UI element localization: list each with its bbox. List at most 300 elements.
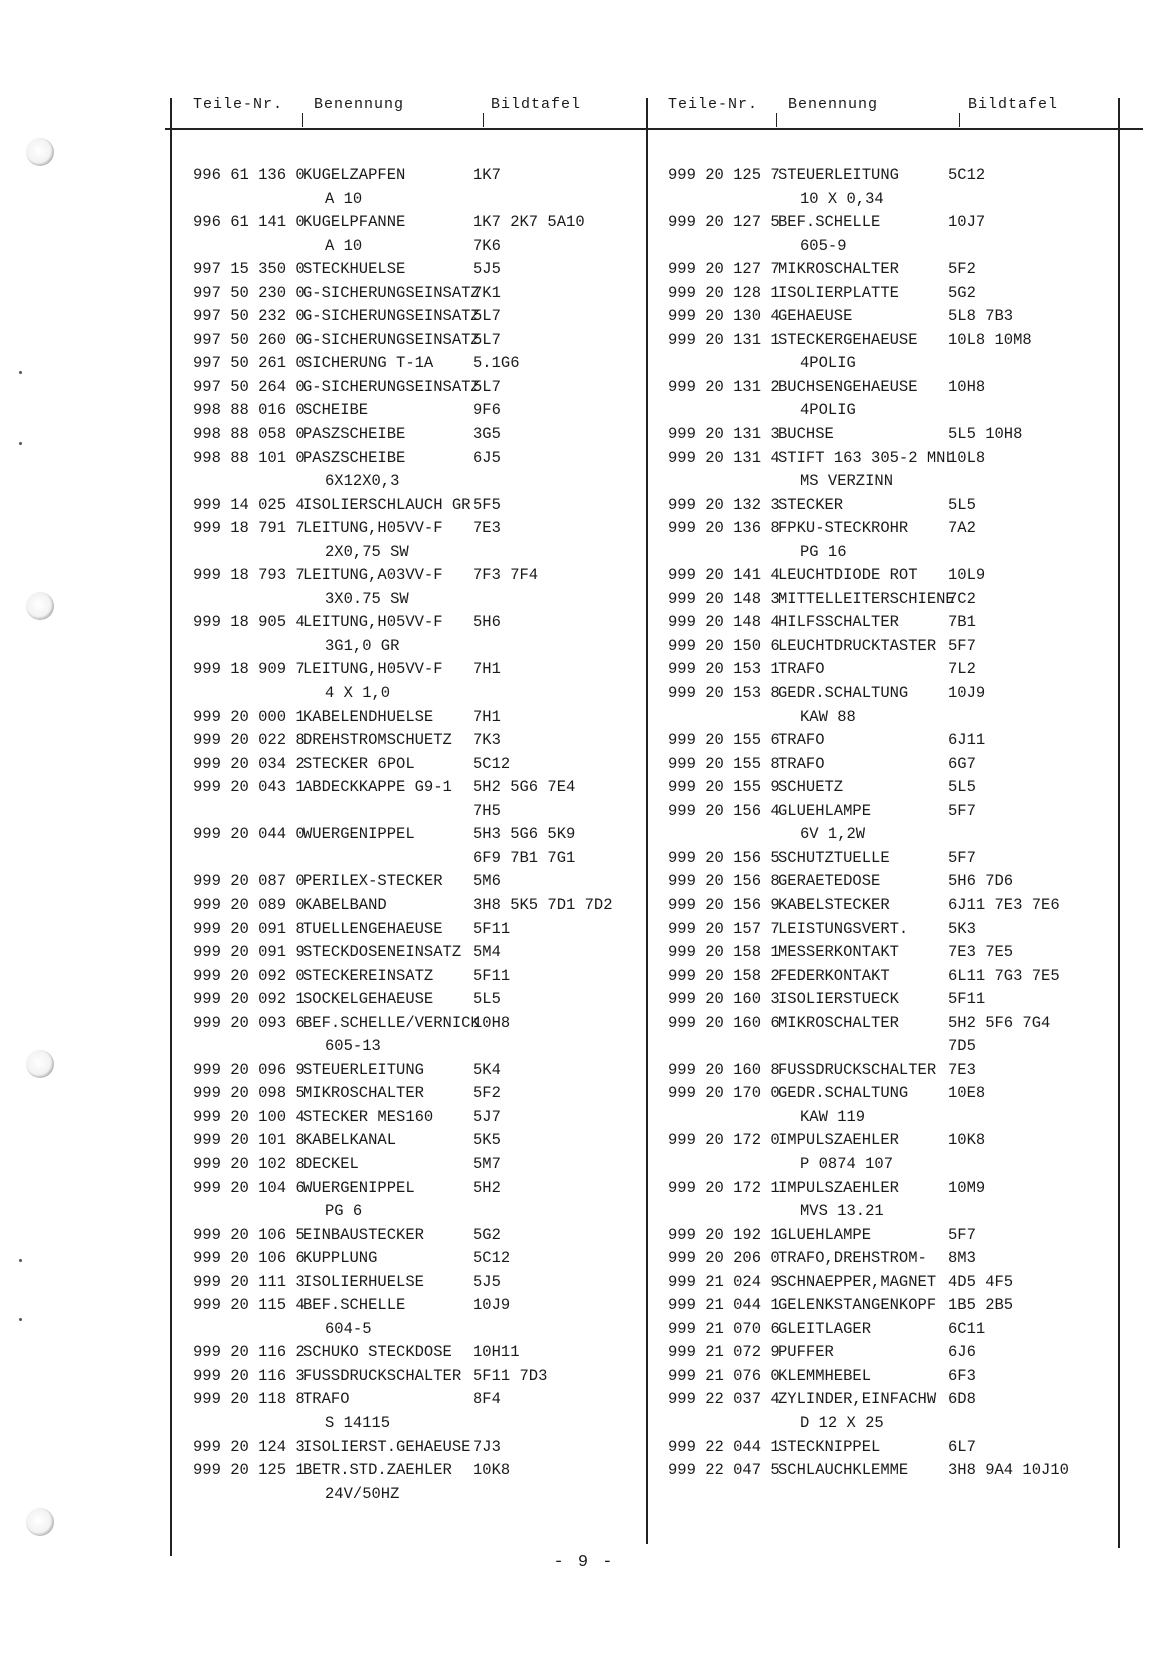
parts-row bbox=[193, 776, 633, 800]
part-number: 999 20 160 3 bbox=[668, 990, 780, 1009]
plate-reference: 7C2 bbox=[948, 589, 976, 608]
part-name: SOCKELGEHAEUSE bbox=[303, 990, 434, 1009]
part-number: 996 61 136 0 bbox=[193, 166, 305, 184]
plate-reference: 7K6 bbox=[473, 236, 501, 255]
parts-row bbox=[668, 1224, 1108, 1248]
plate-reference: 7E3 7E5 bbox=[948, 943, 1014, 962]
parts-row bbox=[193, 847, 633, 871]
part-number: 999 20 034 2 bbox=[193, 754, 305, 773]
part-name: 2X0,75 SW bbox=[325, 542, 409, 561]
parts-row bbox=[668, 918, 1108, 942]
parts-row bbox=[668, 188, 1108, 212]
part-name: ISOLIERSTUECK bbox=[778, 990, 899, 1009]
plate-reference: 5L5 10H8 bbox=[948, 425, 1023, 444]
parts-row bbox=[668, 588, 1108, 612]
parts-row bbox=[193, 823, 633, 847]
parts-row bbox=[193, 258, 633, 282]
plate-reference: 7H1 bbox=[473, 660, 501, 679]
part-number: 999 20 153 1 bbox=[668, 660, 780, 679]
parts-row bbox=[668, 1177, 1108, 1201]
header-benennung-right: Benennung bbox=[788, 96, 879, 113]
plate-reference: 5F7 bbox=[948, 848, 976, 867]
part-number: 999 21 072 9 bbox=[668, 1343, 780, 1362]
parts-row bbox=[193, 611, 633, 635]
parts-row bbox=[193, 1459, 633, 1483]
part-name: SCHUETZ bbox=[778, 778, 844, 797]
parts-row bbox=[668, 706, 1108, 730]
part-number: 999 20 125 7 bbox=[668, 166, 780, 184]
parts-row bbox=[193, 1247, 633, 1271]
parts-row bbox=[668, 1271, 1108, 1295]
page-number: - 9 - bbox=[553, 1553, 615, 1572]
part-number: 997 50 264 0 bbox=[193, 377, 305, 396]
parts-row bbox=[193, 635, 633, 659]
part-name: DREHSTROMSCHUETZ bbox=[303, 731, 452, 750]
plate-reference: 5M4 bbox=[473, 943, 501, 962]
part-name: GLUEHLAMPE bbox=[778, 801, 872, 820]
plate-reference: 10L8 10M8 bbox=[948, 330, 1032, 349]
plate-reference: 5J5 bbox=[473, 260, 501, 279]
parts-row bbox=[193, 894, 633, 918]
plate-reference: 7B1 bbox=[948, 613, 976, 632]
parts-row bbox=[668, 729, 1108, 753]
parts-row bbox=[668, 470, 1108, 494]
part-name: GEHAEUSE bbox=[778, 307, 853, 326]
header-tick bbox=[483, 113, 484, 127]
part-number: 999 20 131 2 bbox=[668, 377, 780, 396]
plate-reference: 6F9 7B1 7G1 bbox=[473, 848, 576, 867]
part-number: 999 20 111 3 bbox=[193, 1272, 305, 1291]
parts-row bbox=[193, 965, 633, 989]
plate-reference: 5F7 bbox=[948, 636, 976, 655]
parts-row bbox=[668, 352, 1108, 376]
part-name: STECKER MES160 bbox=[303, 1107, 434, 1126]
part-number: 999 20 000 1 bbox=[193, 707, 305, 726]
plate-reference: 7E3 bbox=[948, 1060, 976, 1079]
parts-row bbox=[193, 753, 633, 777]
plate-reference: 8M3 bbox=[948, 1249, 976, 1268]
part-name: GLEITLAGER bbox=[778, 1319, 872, 1338]
part-name: WUERGENIPPEL bbox=[303, 825, 415, 844]
parts-row bbox=[668, 399, 1108, 423]
plate-reference: 7K1 bbox=[473, 283, 501, 302]
parts-row bbox=[193, 1318, 633, 1342]
plate-reference: 5L7 bbox=[473, 307, 501, 326]
scan-speck bbox=[19, 1318, 22, 1321]
part-number: 999 22 037 4 bbox=[668, 1390, 780, 1409]
part-name: TRAFO bbox=[778, 660, 825, 679]
part-number: 999 20 106 5 bbox=[193, 1225, 305, 1244]
parts-row bbox=[668, 1200, 1108, 1224]
parts-row bbox=[668, 682, 1108, 706]
header-bildtafel-right: Bildtafel bbox=[968, 96, 1059, 113]
part-name: STEUERLEITUNG bbox=[778, 166, 899, 184]
part-number: 997 50 260 0 bbox=[193, 330, 305, 349]
parts-row bbox=[668, 376, 1108, 400]
part-number: 999 20 116 2 bbox=[193, 1343, 305, 1362]
part-number: 996 61 141 0 bbox=[193, 213, 305, 232]
plate-reference: 7H5 bbox=[473, 801, 501, 820]
parts-row bbox=[193, 1365, 633, 1389]
plate-reference: 7K3 bbox=[473, 731, 501, 750]
part-name: SCHLAUCHKLEMME bbox=[778, 1461, 909, 1480]
part-name: 4 X 1,0 bbox=[325, 684, 391, 703]
part-number: 999 21 070 6 bbox=[668, 1319, 780, 1338]
plate-reference: 5F7 bbox=[948, 801, 976, 820]
punch-hole bbox=[26, 1050, 54, 1078]
parts-row bbox=[193, 800, 633, 824]
plate-reference: 7H1 bbox=[473, 707, 501, 726]
parts-row bbox=[668, 329, 1108, 353]
part-number: 999 20 093 6 bbox=[193, 1013, 305, 1032]
header-tick bbox=[776, 113, 777, 127]
part-name: SCHUKO STECKDOSE bbox=[303, 1343, 452, 1362]
part-name: 4POLIG bbox=[800, 401, 856, 420]
part-number: 999 18 791 7 bbox=[193, 519, 305, 538]
header-benennung-left: Benennung bbox=[314, 96, 405, 113]
part-name: STIFT 163 305-2 MNL bbox=[778, 448, 955, 467]
parts-row bbox=[668, 1059, 1108, 1083]
parts-row bbox=[668, 1082, 1108, 1106]
part-number: 999 20 156 4 bbox=[668, 801, 780, 820]
parts-row bbox=[668, 1436, 1108, 1460]
part-number: 999 20 101 8 bbox=[193, 1131, 305, 1150]
part-number: 999 20 096 9 bbox=[193, 1060, 305, 1079]
parts-row bbox=[668, 941, 1108, 965]
part-name: 6V 1,2W bbox=[800, 825, 866, 844]
parts-row bbox=[668, 1035, 1108, 1059]
part-name: SCHUTZTUELLE bbox=[778, 848, 890, 867]
plate-reference: 5H2 bbox=[473, 1178, 501, 1197]
plate-reference: 5J5 bbox=[473, 1272, 501, 1291]
part-name: KAW 88 bbox=[800, 707, 856, 726]
plate-reference: 10L9 bbox=[948, 566, 986, 585]
part-name: STECKDOSENEINSATZ bbox=[303, 943, 462, 962]
part-name: LEUCHTDIODE ROT bbox=[778, 566, 918, 585]
part-name: STECKNIPPEL bbox=[778, 1437, 881, 1456]
part-number: 999 18 905 4 bbox=[193, 613, 305, 632]
part-name: BUCHSENGEHAEUSE bbox=[778, 377, 918, 396]
part-name: PERILEX-STECKER bbox=[303, 872, 443, 891]
parts-row bbox=[668, 541, 1108, 565]
plate-reference: 5J7 bbox=[473, 1107, 501, 1126]
part-number: 999 20 131 1 bbox=[668, 330, 780, 349]
parts-row bbox=[668, 1318, 1108, 1342]
parts-row bbox=[193, 517, 633, 541]
parts-row bbox=[193, 1294, 633, 1318]
part-name: PUFFER bbox=[778, 1343, 834, 1362]
part-number: 999 20 160 8 bbox=[668, 1060, 780, 1079]
plate-reference: 7J3 bbox=[473, 1437, 501, 1456]
parts-row bbox=[193, 282, 633, 306]
part-number: 999 20 156 5 bbox=[668, 848, 780, 867]
parts-row bbox=[668, 282, 1108, 306]
part-number: 999 20 155 9 bbox=[668, 778, 780, 797]
part-name: STECKER bbox=[778, 495, 844, 514]
part-name: DECKEL bbox=[303, 1154, 359, 1173]
part-name: ISOLIERPLATTE bbox=[778, 283, 899, 302]
part-number: 999 20 104 6 bbox=[193, 1178, 305, 1197]
part-number: 999 20 092 1 bbox=[193, 990, 305, 1009]
part-name: MIKROSCHALTER bbox=[778, 260, 899, 279]
parts-row bbox=[668, 423, 1108, 447]
part-number: 999 20 170 0 bbox=[668, 1084, 780, 1103]
part-number: 999 20 128 1 bbox=[668, 283, 780, 302]
part-name: MS VERZINN bbox=[800, 472, 894, 491]
part-number: 999 20 124 3 bbox=[193, 1437, 305, 1456]
part-number: 999 20 136 8 bbox=[668, 519, 780, 538]
part-number: 999 20 131 3 bbox=[668, 425, 780, 444]
part-name: 4POLIG bbox=[800, 354, 856, 373]
part-number: 999 21 076 0 bbox=[668, 1366, 780, 1385]
parts-row bbox=[668, 988, 1108, 1012]
part-name: PASZSCHEIBE bbox=[303, 448, 406, 467]
part-name: MIKROSCHALTER bbox=[778, 1013, 899, 1032]
part-name: HILFSSCHALTER bbox=[778, 613, 899, 632]
part-number: 999 20 044 0 bbox=[193, 825, 305, 844]
parts-row bbox=[193, 918, 633, 942]
plate-reference: 10J9 bbox=[473, 1296, 511, 1315]
part-name: G-SICHERUNGSEINSATZ bbox=[303, 330, 480, 349]
plate-reference: 5F11 bbox=[948, 990, 986, 1009]
part-number: 999 21 024 9 bbox=[668, 1272, 780, 1291]
parts-row bbox=[668, 635, 1108, 659]
part-name: PG 6 bbox=[325, 1202, 363, 1221]
parts-row bbox=[193, 1059, 633, 1083]
parts-row bbox=[668, 800, 1108, 824]
part-number: 999 20 157 7 bbox=[668, 919, 780, 938]
parts-row bbox=[193, 1341, 633, 1365]
plate-reference: 7F3 7F4 bbox=[473, 566, 539, 585]
part-number: 999 20 130 4 bbox=[668, 307, 780, 326]
part-number: 998 88 016 0 bbox=[193, 401, 305, 420]
part-number: 999 20 150 6 bbox=[668, 636, 780, 655]
part-name: STECKEREINSATZ bbox=[303, 966, 434, 985]
part-name: WUERGENIPPEL bbox=[303, 1178, 415, 1197]
part-name: KAW 119 bbox=[800, 1107, 866, 1126]
part-name: GELENKSTANGENKOPF bbox=[778, 1296, 937, 1315]
plate-reference: 5H6 bbox=[473, 613, 501, 632]
part-name: FPKU-STECKROHR bbox=[778, 519, 909, 538]
plate-reference: 5.1G6 bbox=[473, 354, 520, 373]
parts-row bbox=[668, 1365, 1108, 1389]
part-number: 999 20 156 8 bbox=[668, 872, 780, 891]
parts-row bbox=[193, 1412, 633, 1436]
header-tick bbox=[959, 113, 960, 127]
part-name: LEITUNG,H05VV-F bbox=[303, 519, 443, 538]
parts-row bbox=[193, 399, 633, 423]
part-name: STEUERLEITUNG bbox=[303, 1060, 424, 1079]
parts-row bbox=[193, 988, 633, 1012]
part-number: 999 20 115 4 bbox=[193, 1296, 305, 1315]
plate-reference: 10L8 bbox=[948, 448, 986, 467]
parts-row bbox=[193, 1200, 633, 1224]
parts-list-left bbox=[193, 164, 633, 1506]
part-name: BEF.SCHELLE bbox=[778, 213, 881, 232]
plate-reference: 6J6 bbox=[948, 1343, 976, 1362]
part-name: S 14115 bbox=[325, 1413, 391, 1432]
plate-reference: 10H8 bbox=[948, 377, 986, 396]
plate-reference: 3H8 9A4 10J10 bbox=[948, 1461, 1069, 1480]
parts-row bbox=[193, 1106, 633, 1130]
parts-row bbox=[668, 753, 1108, 777]
plate-reference: 10H11 bbox=[473, 1343, 520, 1362]
part-name: ZYLINDER,EINFACHW bbox=[778, 1390, 937, 1409]
plate-reference: 5F11 bbox=[473, 919, 511, 938]
part-name: KUGELPFANNE bbox=[303, 213, 406, 232]
part-name: SCHNAEPPER,MAGNET bbox=[778, 1272, 937, 1291]
plate-reference: 10J9 bbox=[948, 684, 986, 703]
part-name: KUPPLUNG bbox=[303, 1249, 378, 1268]
part-name: FEDERKONTAKT bbox=[778, 966, 890, 985]
part-number: 999 20 022 8 bbox=[193, 731, 305, 750]
parts-row bbox=[193, 164, 633, 188]
part-number: 999 20 102 8 bbox=[193, 1154, 305, 1173]
part-name: PASZSCHEIBE bbox=[303, 425, 406, 444]
part-name: KABELBAND bbox=[303, 895, 387, 914]
part-name: LEITUNG,H05VV-F bbox=[303, 613, 443, 632]
parts-row bbox=[668, 1294, 1108, 1318]
parts-row bbox=[193, 188, 633, 212]
plate-reference: 8F4 bbox=[473, 1390, 501, 1409]
parts-row bbox=[668, 305, 1108, 329]
plate-reference: 5L5 bbox=[948, 495, 976, 514]
part-number: 999 22 044 1 bbox=[668, 1437, 780, 1456]
plate-reference: 5F11 bbox=[473, 966, 511, 985]
parts-row bbox=[668, 1459, 1108, 1483]
plate-reference: 10J7 bbox=[948, 213, 986, 232]
parts-row bbox=[668, 517, 1108, 541]
parts-row bbox=[193, 1483, 633, 1507]
part-number: 999 20 132 3 bbox=[668, 495, 780, 514]
plate-reference: 6J5 bbox=[473, 448, 501, 467]
scan-speck bbox=[19, 1259, 22, 1262]
parts-row bbox=[193, 706, 633, 730]
parts-row bbox=[193, 1388, 633, 1412]
plate-reference: 10E8 bbox=[948, 1084, 986, 1103]
part-name: LEITUNG,H05VV-F bbox=[303, 660, 443, 679]
parts-row bbox=[193, 564, 633, 588]
plate-reference: 6D8 bbox=[948, 1390, 976, 1409]
parts-row bbox=[668, 870, 1108, 894]
part-number: 999 20 172 1 bbox=[668, 1178, 780, 1197]
part-number: 999 20 091 8 bbox=[193, 919, 305, 938]
plate-reference: 5G2 bbox=[473, 1225, 501, 1244]
part-number: 999 20 091 9 bbox=[193, 943, 305, 962]
part-name: 24V/50HZ bbox=[325, 1484, 400, 1503]
parts-row bbox=[193, 329, 633, 353]
plate-reference: 10H8 bbox=[473, 1013, 511, 1032]
plate-reference: 6J11 bbox=[948, 731, 986, 750]
parts-row bbox=[668, 658, 1108, 682]
plate-reference: 5L8 7B3 bbox=[948, 307, 1014, 326]
part-name: D 12 X 25 bbox=[800, 1413, 884, 1432]
plate-reference: 6L11 7G3 7E5 bbox=[948, 966, 1060, 985]
plate-reference: 5C12 bbox=[948, 166, 986, 184]
parts-row bbox=[668, 258, 1108, 282]
plate-reference: 5L5 bbox=[473, 990, 501, 1009]
part-number: 999 20 100 4 bbox=[193, 1107, 305, 1126]
part-number: 999 22 047 5 bbox=[668, 1461, 780, 1480]
parts-row bbox=[668, 1106, 1108, 1130]
parts-row bbox=[668, 965, 1108, 989]
punch-hole bbox=[26, 138, 54, 166]
part-number: 999 20 153 8 bbox=[668, 684, 780, 703]
plate-reference: 5K4 bbox=[473, 1060, 501, 1079]
parts-row bbox=[193, 870, 633, 894]
parts-row bbox=[668, 823, 1108, 847]
punch-hole bbox=[26, 592, 54, 620]
part-number: 999 20 206 0 bbox=[668, 1249, 780, 1268]
parts-row bbox=[193, 470, 633, 494]
part-name: ISOLIERSCHLAUCH GR bbox=[303, 495, 471, 514]
parts-row bbox=[193, 423, 633, 447]
part-number: 999 20 160 6 bbox=[668, 1013, 780, 1032]
part-name: EINBAUSTECKER bbox=[303, 1225, 424, 1244]
parts-row bbox=[193, 1129, 633, 1153]
part-name: MESSERKONTAKT bbox=[778, 943, 899, 962]
plate-reference: 4D5 4F5 bbox=[948, 1272, 1014, 1291]
part-number: 999 20 092 0 bbox=[193, 966, 305, 985]
header-teile-nr-right: Teile-Nr. bbox=[668, 96, 759, 113]
parts-row bbox=[193, 352, 633, 376]
plate-reference: 5C12 bbox=[473, 754, 511, 773]
plate-reference: 1K7 2K7 5A10 bbox=[473, 213, 585, 232]
part-name: 3G1,0 GR bbox=[325, 636, 400, 655]
part-name: 605-13 bbox=[325, 1037, 381, 1056]
part-name: STECKERGEHAEUSE bbox=[778, 330, 918, 349]
plate-reference: 1B5 2B5 bbox=[948, 1296, 1014, 1315]
plate-reference: 7A2 bbox=[948, 519, 976, 538]
part-name: LEUCHTDRUCKTASTER bbox=[778, 636, 937, 655]
plate-reference: 5M6 bbox=[473, 872, 501, 891]
parts-row bbox=[668, 1388, 1108, 1412]
part-name: G-SICHERUNGSEINSATZ bbox=[303, 283, 480, 302]
part-name: KABELKANAL bbox=[303, 1131, 397, 1150]
parts-row bbox=[668, 1247, 1108, 1271]
parts-row bbox=[193, 211, 633, 235]
plate-reference: 5F11 7D3 bbox=[473, 1366, 548, 1385]
plate-reference: 10K8 bbox=[473, 1461, 511, 1480]
part-name: BEF.SCHELLE/VERNICK bbox=[303, 1013, 480, 1032]
parts-row bbox=[193, 1082, 633, 1106]
parts-row bbox=[668, 447, 1108, 471]
parts-row bbox=[193, 588, 633, 612]
plate-reference: 10M9 bbox=[948, 1178, 986, 1197]
part-number: 999 20 131 4 bbox=[668, 448, 780, 467]
part-name: MVS 13.21 bbox=[800, 1202, 884, 1221]
part-name: SICHERUNG T-1A bbox=[303, 354, 434, 373]
plate-reference: 6F3 bbox=[948, 1366, 976, 1385]
parts-list-right bbox=[668, 164, 1108, 1483]
part-number: 999 20 155 8 bbox=[668, 754, 780, 773]
plate-reference: 5F7 bbox=[948, 1225, 976, 1244]
part-number: 999 21 044 1 bbox=[668, 1296, 780, 1315]
part-name: ISOLIERHUELSE bbox=[303, 1272, 424, 1291]
part-name: ISOLIERST.GEHAEUSE bbox=[303, 1437, 471, 1456]
plate-reference: 10K8 bbox=[948, 1131, 986, 1150]
part-name: 3X0.75 SW bbox=[325, 589, 409, 608]
plate-reference: 6G7 bbox=[948, 754, 976, 773]
part-number: 999 20 125 1 bbox=[193, 1461, 305, 1480]
part-number: 997 50 261 0 bbox=[193, 354, 305, 373]
parts-row bbox=[193, 941, 633, 965]
part-number: 999 20 155 6 bbox=[668, 731, 780, 750]
plate-reference: 5L7 bbox=[473, 330, 501, 349]
part-number: 997 50 230 0 bbox=[193, 283, 305, 302]
part-name: BUCHSE bbox=[778, 425, 834, 444]
part-name: FUSSDRUCKSCHALTER bbox=[303, 1366, 462, 1385]
